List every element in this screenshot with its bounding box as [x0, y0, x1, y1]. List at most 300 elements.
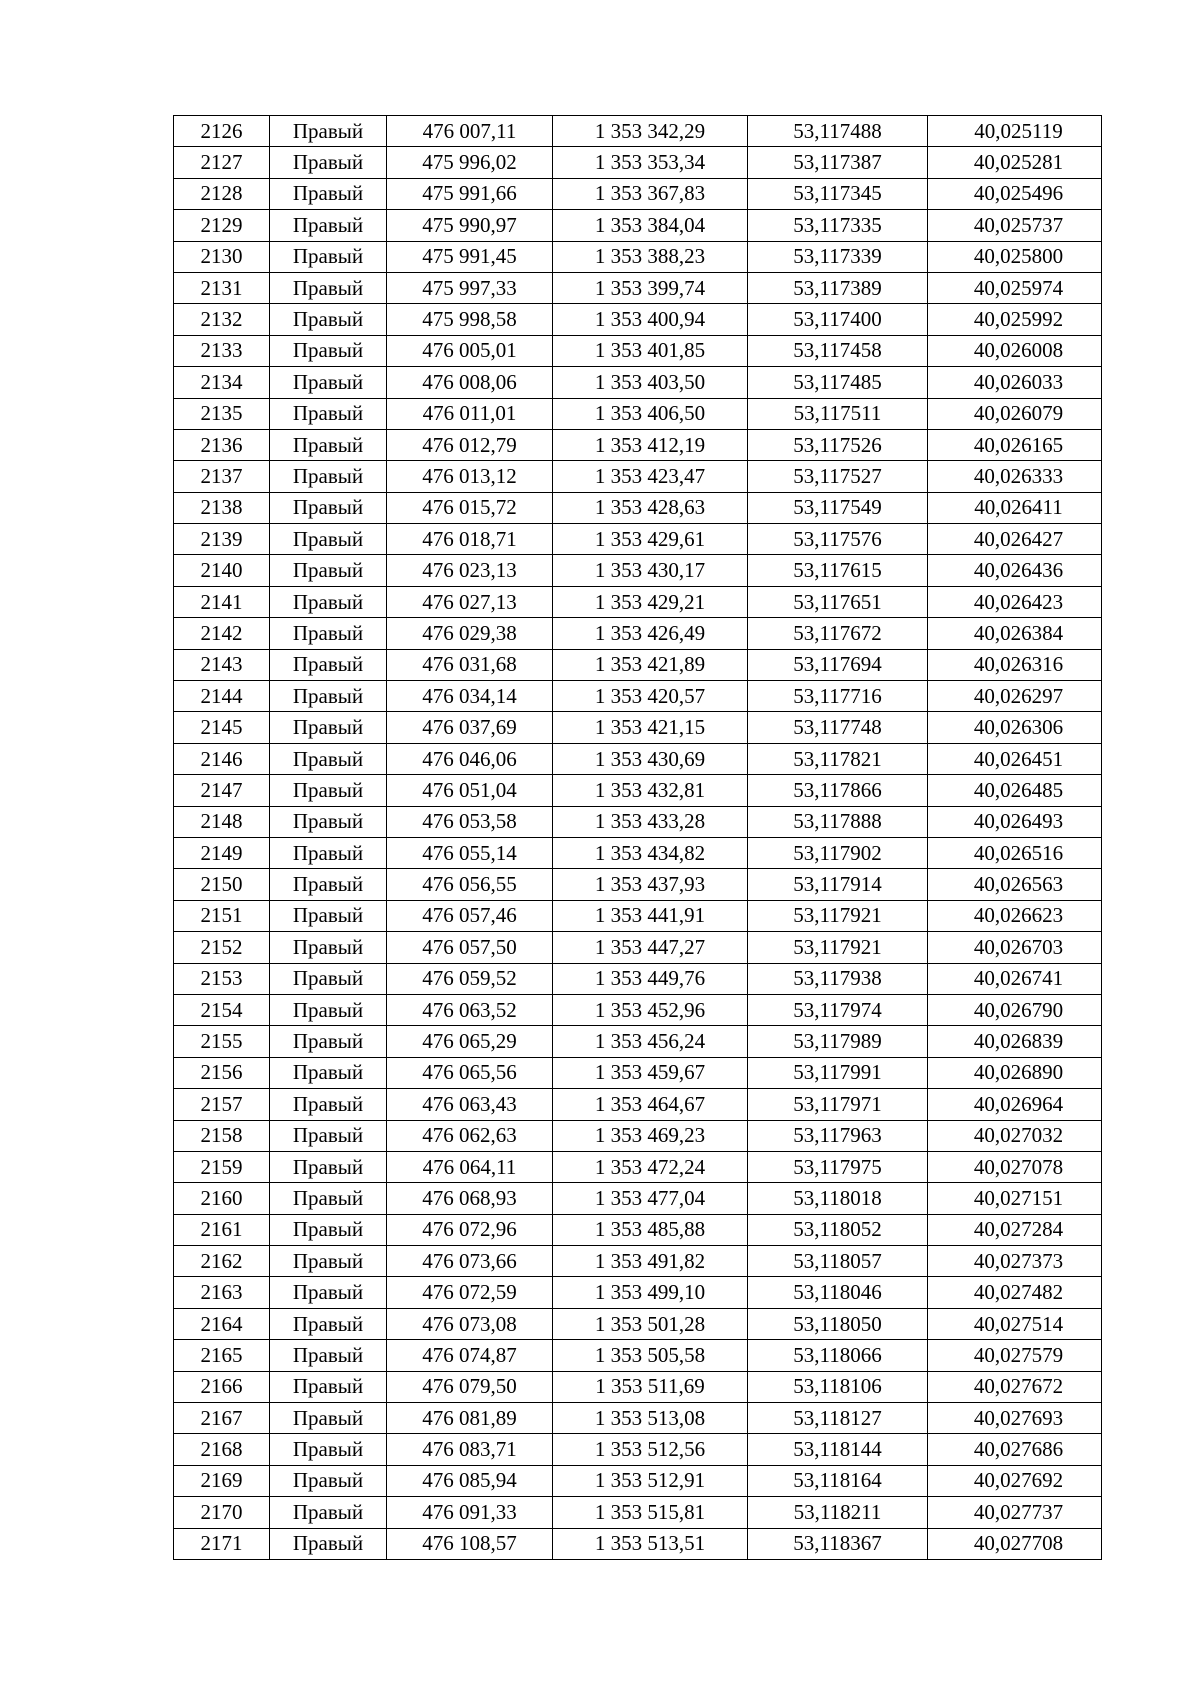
- latitude-cell: 53,118106: [748, 1371, 928, 1402]
- latitude-cell: 53,117991: [748, 1057, 928, 1088]
- longitude-cell: 40,026451: [928, 743, 1102, 774]
- point-number-cell: 2162: [174, 1246, 270, 1277]
- side-cell: Правый: [270, 335, 387, 366]
- table-row: [174, 1403, 1102, 1434]
- longitude-cell: 40,026436: [928, 555, 1102, 586]
- side-cell: Правый: [270, 367, 387, 398]
- point-number-cell: 2148: [174, 806, 270, 837]
- coordinates-table-body: [174, 116, 1102, 1560]
- table-row: [174, 1183, 1102, 1214]
- side-cell: Правый: [270, 1089, 387, 1120]
- longitude-cell: 40,025119: [928, 116, 1102, 147]
- table-row: [174, 743, 1102, 774]
- longitude-cell: 40,025496: [928, 178, 1102, 209]
- x-coordinate-cell: 475 996,02: [387, 147, 553, 178]
- x-coordinate-cell: 476 005,01: [387, 335, 553, 366]
- x-coordinate-cell: 476 068,93: [387, 1183, 553, 1214]
- latitude-cell: 53,117389: [748, 272, 928, 303]
- y-coordinate-cell: 1 353 412,19: [553, 429, 748, 460]
- latitude-cell: 53,118127: [748, 1403, 928, 1434]
- table-row: [174, 618, 1102, 649]
- longitude-cell: 40,027693: [928, 1403, 1102, 1434]
- x-coordinate-cell: 476 034,14: [387, 681, 553, 712]
- latitude-cell: 53,118046: [748, 1277, 928, 1308]
- table-row: [174, 681, 1102, 712]
- latitude-cell: 53,117914: [748, 869, 928, 900]
- point-number-cell: 2127: [174, 147, 270, 178]
- side-cell: Правый: [270, 1277, 387, 1308]
- table-row: [174, 1057, 1102, 1088]
- side-cell: Правый: [270, 681, 387, 712]
- y-coordinate-cell: 1 353 342,29: [553, 116, 748, 147]
- x-coordinate-cell: 476 108,57: [387, 1528, 553, 1559]
- longitude-cell: 40,026741: [928, 963, 1102, 994]
- longitude-cell: 40,027482: [928, 1277, 1102, 1308]
- latitude-cell: 53,117526: [748, 429, 928, 460]
- side-cell: Правый: [270, 586, 387, 617]
- coordinates-table: [173, 115, 1102, 1560]
- y-coordinate-cell: 1 353 428,63: [553, 492, 748, 523]
- x-coordinate-cell: 476 064,11: [387, 1151, 553, 1182]
- x-coordinate-cell: 475 990,97: [387, 210, 553, 241]
- latitude-cell: 53,117974: [748, 994, 928, 1025]
- y-coordinate-cell: 1 353 426,49: [553, 618, 748, 649]
- side-cell: Правый: [270, 837, 387, 868]
- latitude-cell: 53,117576: [748, 524, 928, 555]
- latitude-cell: 53,118144: [748, 1434, 928, 1465]
- latitude-cell: 53,117511: [748, 398, 928, 429]
- longitude-cell: 40,027032: [928, 1120, 1102, 1151]
- longitude-cell: 40,026297: [928, 681, 1102, 712]
- table-row: [174, 932, 1102, 963]
- table-row: [174, 900, 1102, 931]
- table-row: [174, 1465, 1102, 1496]
- y-coordinate-cell: 1 353 421,15: [553, 712, 748, 743]
- y-coordinate-cell: 1 353 449,76: [553, 963, 748, 994]
- latitude-cell: 53,117921: [748, 932, 928, 963]
- point-number-cell: 2129: [174, 210, 270, 241]
- point-number-cell: 2134: [174, 367, 270, 398]
- latitude-cell: 53,117549: [748, 492, 928, 523]
- latitude-cell: 53,117902: [748, 837, 928, 868]
- table-row: [174, 461, 1102, 492]
- x-coordinate-cell: 476 079,50: [387, 1371, 553, 1402]
- side-cell: Правый: [270, 116, 387, 147]
- y-coordinate-cell: 1 353 433,28: [553, 806, 748, 837]
- point-number-cell: 2142: [174, 618, 270, 649]
- longitude-cell: 40,027708: [928, 1528, 1102, 1559]
- x-coordinate-cell: 476 012,79: [387, 429, 553, 460]
- longitude-cell: 40,026306: [928, 712, 1102, 743]
- point-number-cell: 2154: [174, 994, 270, 1025]
- table-row: [174, 1151, 1102, 1182]
- point-number-cell: 2165: [174, 1340, 270, 1371]
- longitude-cell: 40,026563: [928, 869, 1102, 900]
- y-coordinate-cell: 1 353 511,69: [553, 1371, 748, 1402]
- x-coordinate-cell: 476 057,50: [387, 932, 553, 963]
- point-number-cell: 2159: [174, 1151, 270, 1182]
- longitude-cell: 40,027692: [928, 1465, 1102, 1496]
- point-number-cell: 2168: [174, 1434, 270, 1465]
- longitude-cell: 40,026623: [928, 900, 1102, 931]
- table-row: [174, 994, 1102, 1025]
- table-row: [174, 147, 1102, 178]
- latitude-cell: 53,118367: [748, 1528, 928, 1559]
- table-row: [174, 775, 1102, 806]
- longitude-cell: 40,025737: [928, 210, 1102, 241]
- longitude-cell: 40,026411: [928, 492, 1102, 523]
- latitude-cell: 53,117694: [748, 649, 928, 680]
- point-number-cell: 2161: [174, 1214, 270, 1245]
- side-cell: Правый: [270, 1183, 387, 1214]
- side-cell: Правый: [270, 712, 387, 743]
- x-coordinate-cell: 476 083,71: [387, 1434, 553, 1465]
- side-cell: Правый: [270, 775, 387, 806]
- point-number-cell: 2149: [174, 837, 270, 868]
- y-coordinate-cell: 1 353 429,61: [553, 524, 748, 555]
- x-coordinate-cell: 476 015,72: [387, 492, 553, 523]
- side-cell: Правый: [270, 1497, 387, 1528]
- point-number-cell: 2156: [174, 1057, 270, 1088]
- x-coordinate-cell: 476 065,56: [387, 1057, 553, 1088]
- side-cell: Правый: [270, 1026, 387, 1057]
- longitude-cell: 40,026384: [928, 618, 1102, 649]
- x-coordinate-cell: 476 023,13: [387, 555, 553, 586]
- side-cell: Правый: [270, 492, 387, 523]
- longitude-cell: 40,026703: [928, 932, 1102, 963]
- latitude-cell: 53,117651: [748, 586, 928, 617]
- longitude-cell: 40,026333: [928, 461, 1102, 492]
- longitude-cell: 40,026790: [928, 994, 1102, 1025]
- side-cell: Правый: [270, 743, 387, 774]
- table-row: [174, 649, 1102, 680]
- table-row: [174, 1528, 1102, 1559]
- x-coordinate-cell: 475 991,66: [387, 178, 553, 209]
- table-row: [174, 1434, 1102, 1465]
- side-cell: Правый: [270, 210, 387, 241]
- y-coordinate-cell: 1 353 456,24: [553, 1026, 748, 1057]
- y-coordinate-cell: 1 353 441,91: [553, 900, 748, 931]
- table-row: [174, 304, 1102, 335]
- point-number-cell: 2130: [174, 241, 270, 272]
- longitude-cell: 40,026033: [928, 367, 1102, 398]
- table-row: [174, 241, 1102, 272]
- x-coordinate-cell: 476 008,06: [387, 367, 553, 398]
- y-coordinate-cell: 1 353 429,21: [553, 586, 748, 617]
- y-coordinate-cell: 1 353 430,69: [553, 743, 748, 774]
- x-coordinate-cell: 476 027,13: [387, 586, 553, 617]
- side-cell: Правый: [270, 1057, 387, 1088]
- side-cell: Правый: [270, 241, 387, 272]
- latitude-cell: 53,117485: [748, 367, 928, 398]
- longitude-cell: 40,026890: [928, 1057, 1102, 1088]
- side-cell: Правый: [270, 524, 387, 555]
- point-number-cell: 2153: [174, 963, 270, 994]
- point-number-cell: 2133: [174, 335, 270, 366]
- table-row: [174, 429, 1102, 460]
- longitude-cell: 40,026165: [928, 429, 1102, 460]
- x-coordinate-cell: 476 073,66: [387, 1246, 553, 1277]
- side-cell: Правый: [270, 963, 387, 994]
- point-number-cell: 2147: [174, 775, 270, 806]
- latitude-cell: 53,117921: [748, 900, 928, 931]
- x-coordinate-cell: 476 046,06: [387, 743, 553, 774]
- side-cell: Правый: [270, 272, 387, 303]
- longitude-cell: 40,025800: [928, 241, 1102, 272]
- point-number-cell: 2167: [174, 1403, 270, 1434]
- y-coordinate-cell: 1 353 505,58: [553, 1340, 748, 1371]
- table-row: [174, 1120, 1102, 1151]
- y-coordinate-cell: 1 353 420,57: [553, 681, 748, 712]
- x-coordinate-cell: 475 997,33: [387, 272, 553, 303]
- y-coordinate-cell: 1 353 399,74: [553, 272, 748, 303]
- point-number-cell: 2145: [174, 712, 270, 743]
- y-coordinate-cell: 1 353 423,47: [553, 461, 748, 492]
- latitude-cell: 53,117400: [748, 304, 928, 335]
- y-coordinate-cell: 1 353 513,51: [553, 1528, 748, 1559]
- side-cell: Правый: [270, 461, 387, 492]
- latitude-cell: 53,118050: [748, 1308, 928, 1339]
- x-coordinate-cell: 476 018,71: [387, 524, 553, 555]
- point-number-cell: 2137: [174, 461, 270, 492]
- y-coordinate-cell: 1 353 464,67: [553, 1089, 748, 1120]
- y-coordinate-cell: 1 353 406,50: [553, 398, 748, 429]
- y-coordinate-cell: 1 353 515,81: [553, 1497, 748, 1528]
- side-cell: Правый: [270, 555, 387, 586]
- table-row: [174, 272, 1102, 303]
- y-coordinate-cell: 1 353 477,04: [553, 1183, 748, 1214]
- x-coordinate-cell: 476 059,52: [387, 963, 553, 994]
- side-cell: Правый: [270, 1308, 387, 1339]
- point-number-cell: 2140: [174, 555, 270, 586]
- latitude-cell: 53,117387: [748, 147, 928, 178]
- y-coordinate-cell: 1 353 501,28: [553, 1308, 748, 1339]
- longitude-cell: 40,027686: [928, 1434, 1102, 1465]
- x-coordinate-cell: 476 057,46: [387, 900, 553, 931]
- longitude-cell: 40,025992: [928, 304, 1102, 335]
- side-cell: Правый: [270, 1340, 387, 1371]
- y-coordinate-cell: 1 353 513,08: [553, 1403, 748, 1434]
- latitude-cell: 53,117963: [748, 1120, 928, 1151]
- point-number-cell: 2131: [174, 272, 270, 303]
- table-row: [174, 1026, 1102, 1057]
- side-cell: Правый: [270, 869, 387, 900]
- latitude-cell: 53,118211: [748, 1497, 928, 1528]
- side-cell: Правый: [270, 649, 387, 680]
- side-cell: Правый: [270, 1403, 387, 1434]
- latitude-cell: 53,117672: [748, 618, 928, 649]
- latitude-cell: 53,117458: [748, 335, 928, 366]
- latitude-cell: 53,118018: [748, 1183, 928, 1214]
- table-row: [174, 398, 1102, 429]
- longitude-cell: 40,026079: [928, 398, 1102, 429]
- y-coordinate-cell: 1 353 469,23: [553, 1120, 748, 1151]
- x-coordinate-cell: 476 072,59: [387, 1277, 553, 1308]
- latitude-cell: 53,117938: [748, 963, 928, 994]
- point-number-cell: 2150: [174, 869, 270, 900]
- x-coordinate-cell: 476 063,43: [387, 1089, 553, 1120]
- x-coordinate-cell: 476 065,29: [387, 1026, 553, 1057]
- side-cell: Правый: [270, 304, 387, 335]
- latitude-cell: 53,117821: [748, 743, 928, 774]
- latitude-cell: 53,117989: [748, 1026, 928, 1057]
- point-number-cell: 2164: [174, 1308, 270, 1339]
- table-row: [174, 1340, 1102, 1371]
- x-coordinate-cell: 476 029,38: [387, 618, 553, 649]
- latitude-cell: 53,118057: [748, 1246, 928, 1277]
- side-cell: Правый: [270, 1434, 387, 1465]
- point-number-cell: 2132: [174, 304, 270, 335]
- y-coordinate-cell: 1 353 447,27: [553, 932, 748, 963]
- x-coordinate-cell: 476 007,11: [387, 116, 553, 147]
- x-coordinate-cell: 476 074,87: [387, 1340, 553, 1371]
- x-coordinate-cell: 476 091,33: [387, 1497, 553, 1528]
- table-row: [174, 963, 1102, 994]
- x-coordinate-cell: 476 011,01: [387, 398, 553, 429]
- x-coordinate-cell: 476 081,89: [387, 1403, 553, 1434]
- table-row: [174, 555, 1102, 586]
- table-row: [174, 586, 1102, 617]
- side-cell: Правый: [270, 932, 387, 963]
- table-row: [174, 335, 1102, 366]
- table-row: [174, 837, 1102, 868]
- x-coordinate-cell: 476 013,12: [387, 461, 553, 492]
- table-row: [174, 712, 1102, 743]
- point-number-cell: 2169: [174, 1465, 270, 1496]
- table-row: [174, 367, 1102, 398]
- longitude-cell: 40,027514: [928, 1308, 1102, 1339]
- side-cell: Правый: [270, 1465, 387, 1496]
- latitude-cell: 53,117971: [748, 1089, 928, 1120]
- longitude-cell: 40,026427: [928, 524, 1102, 555]
- side-cell: Правый: [270, 994, 387, 1025]
- y-coordinate-cell: 1 353 353,34: [553, 147, 748, 178]
- longitude-cell: 40,025281: [928, 147, 1102, 178]
- point-number-cell: 2160: [174, 1183, 270, 1214]
- x-coordinate-cell: 476 051,04: [387, 775, 553, 806]
- latitude-cell: 53,117339: [748, 241, 928, 272]
- point-number-cell: 2158: [174, 1120, 270, 1151]
- point-number-cell: 2135: [174, 398, 270, 429]
- x-coordinate-cell: 475 991,45: [387, 241, 553, 272]
- longitude-cell: 40,027151: [928, 1183, 1102, 1214]
- latitude-cell: 53,117488: [748, 116, 928, 147]
- longitude-cell: 40,026839: [928, 1026, 1102, 1057]
- point-number-cell: 2146: [174, 743, 270, 774]
- table-row: [174, 1089, 1102, 1120]
- latitude-cell: 53,117345: [748, 178, 928, 209]
- point-number-cell: 2152: [174, 932, 270, 963]
- latitude-cell: 53,117975: [748, 1151, 928, 1182]
- latitude-cell: 53,117527: [748, 461, 928, 492]
- y-coordinate-cell: 1 353 472,24: [553, 1151, 748, 1182]
- y-coordinate-cell: 1 353 499,10: [553, 1277, 748, 1308]
- y-coordinate-cell: 1 353 512,91: [553, 1465, 748, 1496]
- table-row: [174, 178, 1102, 209]
- side-cell: Правый: [270, 1214, 387, 1245]
- y-coordinate-cell: 1 353 384,04: [553, 210, 748, 241]
- x-coordinate-cell: 476 056,55: [387, 869, 553, 900]
- y-coordinate-cell: 1 353 512,56: [553, 1434, 748, 1465]
- longitude-cell: 40,027672: [928, 1371, 1102, 1402]
- x-coordinate-cell: 476 072,96: [387, 1214, 553, 1245]
- latitude-cell: 53,117866: [748, 775, 928, 806]
- latitude-cell: 53,118164: [748, 1465, 928, 1496]
- x-coordinate-cell: 476 031,68: [387, 649, 553, 680]
- x-coordinate-cell: 476 085,94: [387, 1465, 553, 1496]
- y-coordinate-cell: 1 353 430,17: [553, 555, 748, 586]
- point-number-cell: 2157: [174, 1089, 270, 1120]
- y-coordinate-cell: 1 353 459,67: [553, 1057, 748, 1088]
- table-row: [174, 210, 1102, 241]
- point-number-cell: 2170: [174, 1497, 270, 1528]
- y-coordinate-cell: 1 353 432,81: [553, 775, 748, 806]
- x-coordinate-cell: 476 073,08: [387, 1308, 553, 1339]
- side-cell: Правый: [270, 806, 387, 837]
- x-coordinate-cell: 475 998,58: [387, 304, 553, 335]
- side-cell: Правый: [270, 398, 387, 429]
- longitude-cell: 40,027579: [928, 1340, 1102, 1371]
- longitude-cell: 40,026485: [928, 775, 1102, 806]
- x-coordinate-cell: 476 055,14: [387, 837, 553, 868]
- table-row: [174, 1371, 1102, 1402]
- y-coordinate-cell: 1 353 401,85: [553, 335, 748, 366]
- table-row: [174, 524, 1102, 555]
- longitude-cell: 40,027284: [928, 1214, 1102, 1245]
- x-coordinate-cell: 476 063,52: [387, 994, 553, 1025]
- longitude-cell: 40,026516: [928, 837, 1102, 868]
- longitude-cell: 40,026008: [928, 335, 1102, 366]
- y-coordinate-cell: 1 353 403,50: [553, 367, 748, 398]
- point-number-cell: 2128: [174, 178, 270, 209]
- point-number-cell: 2151: [174, 900, 270, 931]
- latitude-cell: 53,118066: [748, 1340, 928, 1371]
- table-row: [174, 1214, 1102, 1245]
- side-cell: Правый: [270, 1246, 387, 1277]
- latitude-cell: 53,117748: [748, 712, 928, 743]
- y-coordinate-cell: 1 353 421,89: [553, 649, 748, 680]
- table-row: [174, 806, 1102, 837]
- side-cell: Правый: [270, 1528, 387, 1559]
- latitude-cell: 53,117615: [748, 555, 928, 586]
- longitude-cell: 40,026316: [928, 649, 1102, 680]
- side-cell: Правый: [270, 1120, 387, 1151]
- point-number-cell: 2126: [174, 116, 270, 147]
- longitude-cell: 40,027737: [928, 1497, 1102, 1528]
- side-cell: Правый: [270, 147, 387, 178]
- table-row: [174, 492, 1102, 523]
- y-coordinate-cell: 1 353 437,93: [553, 869, 748, 900]
- y-coordinate-cell: 1 353 400,94: [553, 304, 748, 335]
- longitude-cell: 40,026493: [928, 806, 1102, 837]
- side-cell: Правый: [270, 1151, 387, 1182]
- point-number-cell: 2163: [174, 1277, 270, 1308]
- point-number-cell: 2143: [174, 649, 270, 680]
- longitude-cell: 40,027078: [928, 1151, 1102, 1182]
- x-coordinate-cell: 476 062,63: [387, 1120, 553, 1151]
- y-coordinate-cell: 1 353 388,23: [553, 241, 748, 272]
- point-number-cell: 2138: [174, 492, 270, 523]
- point-number-cell: 2139: [174, 524, 270, 555]
- longitude-cell: 40,026964: [928, 1089, 1102, 1120]
- table-row: [174, 1246, 1102, 1277]
- latitude-cell: 53,118052: [748, 1214, 928, 1245]
- longitude-cell: 40,027373: [928, 1246, 1102, 1277]
- side-cell: Правый: [270, 1371, 387, 1402]
- table-row: [174, 1497, 1102, 1528]
- side-cell: Правый: [270, 618, 387, 649]
- side-cell: Правый: [270, 429, 387, 460]
